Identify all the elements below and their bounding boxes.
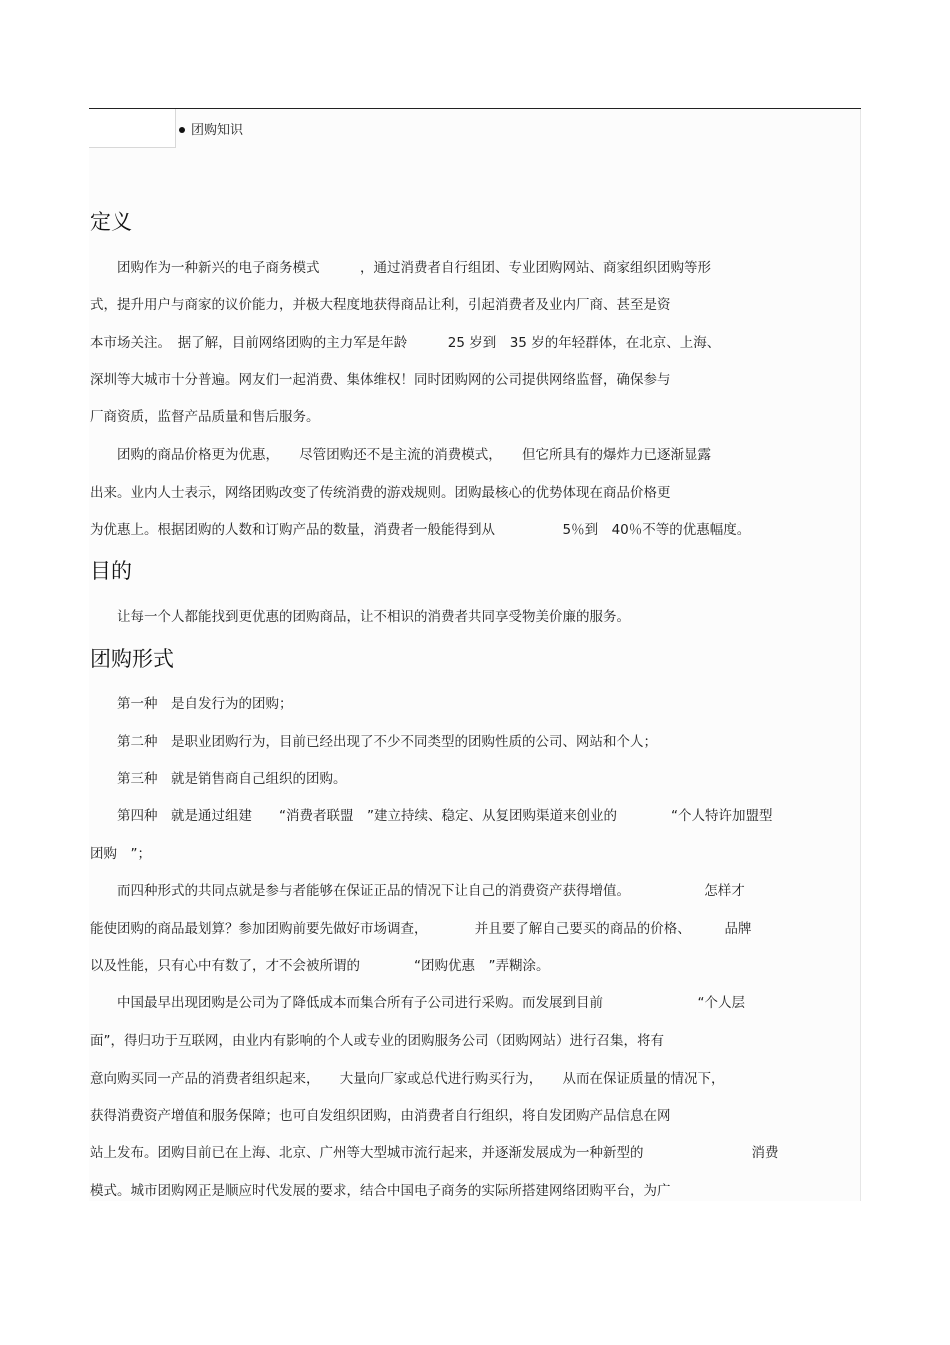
paragraph-line: 模式。城市团购网正是顺应时代发展的要求，结合中国电子商务的实际所搭建网络团购平台，为广 <box>90 1183 671 1199</box>
paragraph-line: 第二种 是职业团购行为，目前已经出现了不少不同类型的团购性质的公司、网站和个人； <box>90 734 657 750</box>
paragraph-line: 让每一个人都能找到更优惠的团购商品，让不相识的消费者共同享受物美价廉的服务。 <box>90 609 630 625</box>
tab-box <box>89 109 176 148</box>
breadcrumb[interactable] <box>179 119 243 138</box>
paragraph-line: 团购 ”； <box>90 846 151 862</box>
paragraph-line: 面”，得归功于互联网，由业内有影响的个人或专业的团购服务公司（团购网站）进行召集，将有 <box>90 1033 664 1049</box>
section-heading-definition: 定义 <box>90 210 132 234</box>
paragraph-line: 第三种 就是销售商自己组织的团购。 <box>90 771 347 787</box>
paragraph-line: 中国最早出现团购是公司为了降低成本而集合所有子公司进行采购。而发展到目前 “个人层 <box>90 995 745 1011</box>
paragraph-line: 为优惠上。根据团购的人数和订购产品的数量，消费者一般能得到从 5％到 40％不等的优惠幅度。 <box>90 522 751 538</box>
breadcrumb-label: 团购知识 <box>191 123 244 138</box>
section-heading-forms: 团购形式 <box>90 647 174 671</box>
paragraph-line: 第一种 是自发行为的团购； <box>90 696 293 712</box>
paragraph-line: 深圳等大城市十分普遍。网友们一起消费、集体维权！同时团购网的公司提供网络监督，确保参与 <box>90 372 671 388</box>
paragraph-line: 第四种 就是通过组建 “消费者联盟 ”建立持续、稳定、从复团购渠道来创业的 “个人特许加盟型 <box>90 808 773 824</box>
paragraph-line: 式，提升用户与商家的议价能力，并极大程度地获得商品让利，引起消费者及业内厂商、甚至是资 <box>90 297 671 313</box>
paragraph-line: 获得消费资产增值和服务保障；也可自发组织团购，由消费者自行组织，将自发团购产品信息在网 <box>90 1108 671 1124</box>
section-heading-purpose: 目的 <box>90 559 132 583</box>
paragraph-line: 团购作为一种新兴的电子商务模式 ，通过消费者自行组团、专业团购网站、商家组织团购等形 <box>90 260 711 276</box>
paragraph-line: 能使团购的商品最划算？参加团购前要先做好市场调查， 并且要了解自己要买的商品的价格、 品牌 <box>90 921 752 937</box>
bullet-icon <box>179 127 185 133</box>
paragraph-line: 团购的商品价格更为优惠， 尽管团购还不是主流的消费模式， 但它所具有的爆炸力已逐渐显露 <box>90 447 711 463</box>
paragraph-line: 本市场关注。 据了解，目前网络团购的主力军是年龄 25 岁到 35 岁的年轻群体，在北京、上海、 <box>90 335 721 351</box>
paragraph-line: 意向购买同一产品的消费者组织起来， 大量向厂家或总代进行购买行为， 从而在保证质量的情况下， <box>90 1071 725 1087</box>
paragraph-line: 出来。业内人士表示，网络团购改变了传统消费的游戏规则。团购最核心的优势体现在商品价格更 <box>90 485 671 501</box>
paragraph-line: 站上发布。团购目前已在上海、北京、广州等大型城市流行起来，并逐渐发展成为一种新型的 消费 <box>90 1145 779 1161</box>
paragraph-line: 而四种形式的共同点就是参与者能够在保证正品的情况下让自己的消费资产获得增值。 怎样才 <box>90 883 745 899</box>
paragraph-line: 以及性能，只有心中有数了，才不会被所谓的 “团购优惠 ”弄糊涂。 <box>90 958 550 974</box>
paragraph-line: 厂商资质，监督产品质量和售后服务。 <box>90 409 320 425</box>
